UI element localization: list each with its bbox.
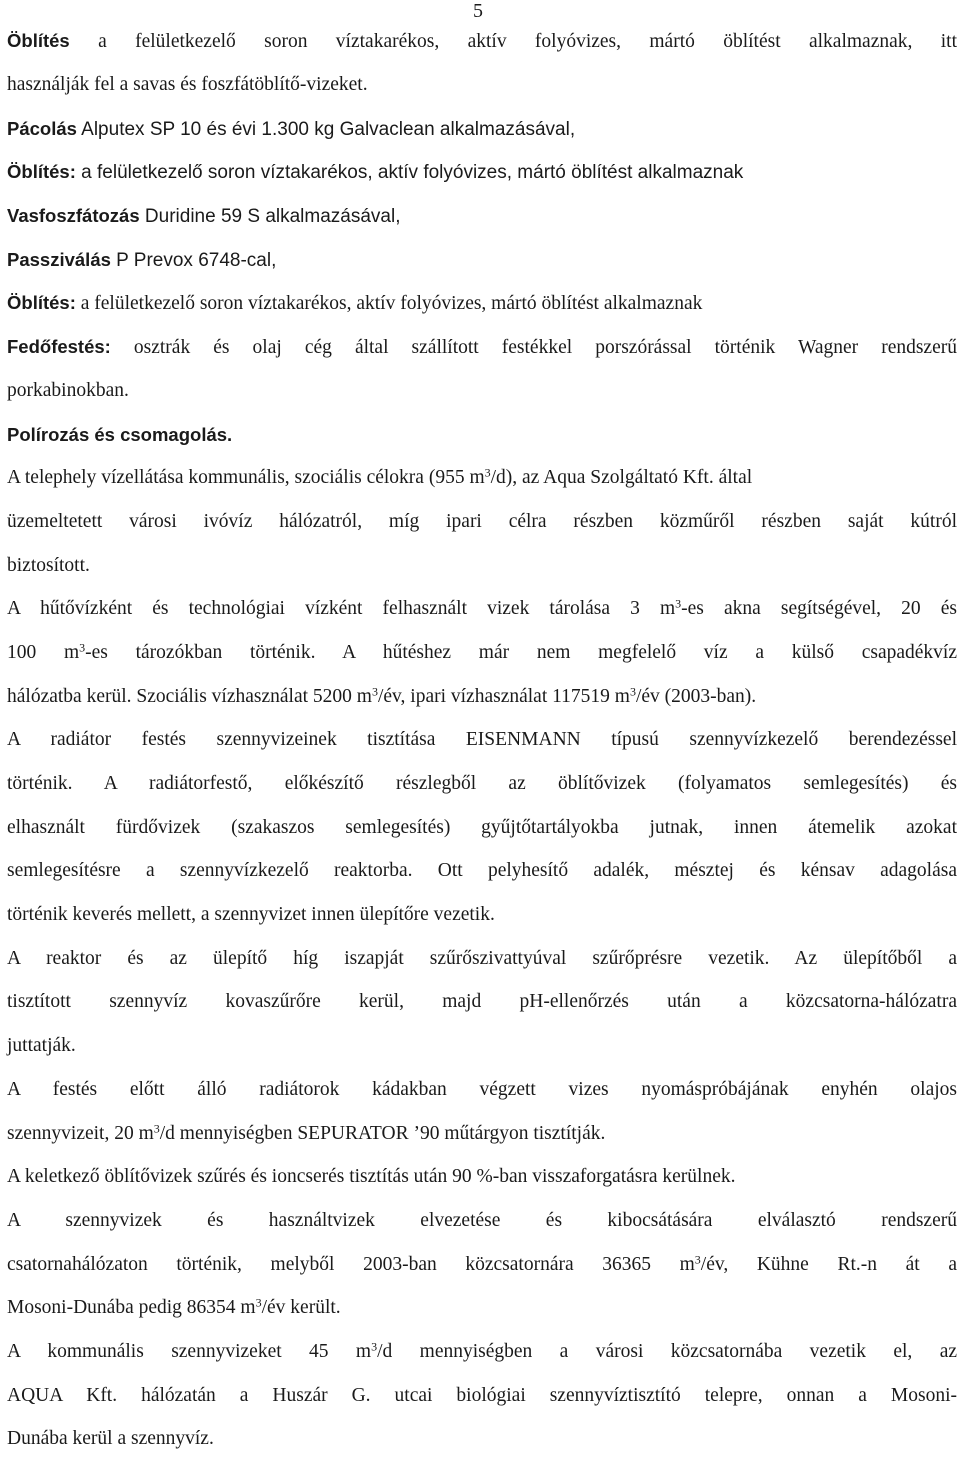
- text-line: [7, 1286, 957, 1330]
- text-line: [7, 194, 957, 238]
- bold-term: Fedőfestés:: [7, 336, 111, 358]
- text-run: szennyvizeit, 20 m: [7, 1122, 154, 1144]
- text-line: [7, 413, 957, 457]
- text-run: /d mennyiségben a városi közcsatornába vezetik el, az: [377, 1340, 957, 1362]
- superscript: 3: [255, 1295, 262, 1310]
- text-run: A keletkező öblítővizek szűrés és ioncserés tisztítás után 90 %-ban visszaforgatásra kerülnek.: [7, 1166, 736, 1188]
- text-run: Dunába kerül a szennyvíz.: [7, 1428, 214, 1450]
- text-run: használják fel a savas és foszfátöblítő-vizeket.: [7, 74, 368, 95]
- superscript: 3: [79, 640, 86, 655]
- text-line: [7, 980, 957, 1024]
- superscript: 3: [153, 1120, 160, 1135]
- text-run: a felületkezelő soron víztakarékos, aktív folyóvizes, mártó öblítést alkalmaznak, itt: [69, 31, 957, 52]
- bold-term: Öblítés:: [7, 292, 76, 314]
- page-number: 5: [473, 0, 483, 22]
- text-run: Mosoni-Dunába pedig 86354 m: [7, 1297, 256, 1319]
- text-run: /év került.: [261, 1297, 341, 1319]
- text-run: Duridine 59 S alkalmazásával,: [139, 206, 401, 228]
- text-run: hálózatba kerül. Szociális vízhasználat 5200 m: [7, 685, 372, 707]
- text-run: történik keverés mellett, a szennyvizet innen ülepítőre vezetik.: [7, 904, 495, 926]
- text-run: /d mennyiségben SEPURATOR ’90 műtárgyon tisztítják.: [159, 1122, 606, 1144]
- superscript: 3: [484, 465, 491, 480]
- text-line: [7, 718, 957, 762]
- text-run: tisztított szennyvíz kovaszűrőre kerül, majd pH-ellenőrzés után a közcsatorna-hálózatra: [7, 991, 957, 1013]
- text-run: elhasznált fürdővizek (szakaszos semlegesítés) gyűjtőtartályokba jutnak, innen átemelik azokat: [7, 816, 957, 838]
- text-line: [7, 893, 957, 937]
- superscript: 3: [675, 596, 682, 611]
- bold-term: Vasfoszfátozás: [7, 205, 140, 227]
- superscript: 3: [694, 1251, 701, 1266]
- text-line: [7, 1330, 957, 1374]
- text-line: [7, 806, 957, 850]
- text-line: [7, 63, 957, 107]
- text-run: A festés előtt álló radiátorok kádakban végzett vizes nyomáspróbájának enyhén olajos: [7, 1078, 957, 1100]
- superscript: 3: [629, 684, 636, 699]
- bold-term: Öblítés:: [7, 161, 76, 183]
- text-run: A reaktor és az ülepítő híg iszapját szűrőszivattyúval szűrőprésre vezetik. Az ülepítőből a: [7, 947, 957, 969]
- text-run: A radiátor festés szennyvizeinek tisztítása EISENMANN típusú szennyvízkezelő berendezéssel: [7, 729, 957, 751]
- bold-term: Pácolás: [7, 117, 77, 139]
- text-run: semlegesítésre a szennyvízkezelő reaktorba. Ott pelyhesítő adalék, mésztej és kénsav adagolása: [7, 860, 957, 882]
- text-run: A hűtővízként és technológiai vízként felhasznált vizek tárolása 3 m: [7, 598, 676, 620]
- superscript: 3: [371, 1339, 378, 1354]
- text-line: [7, 238, 957, 282]
- text-line: [7, 500, 957, 544]
- text-line: [7, 1112, 957, 1156]
- text-run: a felületkezelő soron víztakarékos, aktív folyóvizes, mártó öblítést alkalmaznak: [75, 162, 744, 184]
- text-line: [7, 369, 957, 413]
- text-run: juttatják.: [7, 1035, 76, 1057]
- text-line: [7, 1024, 957, 1068]
- text-line: [7, 150, 957, 194]
- text-run: a felületkezelő soron víztakarékos, aktív folyóvizes, mártó öblítést alkalmaznak: [75, 293, 703, 315]
- text-run: AQUA Kft. hálózatán a Huszár G. utcai biológiai szennyvíztisztító telepre, onnan a Mosoni-: [7, 1384, 957, 1406]
- text-run: /év, Kühne Rt.-n át a: [700, 1253, 957, 1275]
- text-run: Alputex SP 10 és évi 1.300 kg Galvaclean alkalmazásával,: [76, 118, 576, 140]
- bold-term: Öblítés: [7, 30, 70, 51]
- bold-term: Passziválás: [7, 248, 111, 270]
- text-run: A szennyvizek és használtvizek elvezetése és kibocsátására elválasztó rendszerű: [7, 1209, 957, 1231]
- text-line: [7, 1243, 957, 1287]
- text-run: A telephely vízellátása kommunális, szociális célokra (955 m: [7, 467, 485, 489]
- text-line: [7, 937, 957, 981]
- text-line: [7, 26, 957, 63]
- text-line: [7, 849, 957, 893]
- text-line: [7, 281, 957, 325]
- text-run: osztrák és olaj cég által szállított festékkel porszórással történik Wagner rendszerű: [110, 337, 957, 359]
- text-run: /év, ipari vízhasználat 117519 m: [377, 685, 630, 707]
- bold-term: Polírozás és csomagolás.: [7, 423, 233, 445]
- document-body: [7, 26, 957, 1461]
- text-run: A kommunális szennyvizeket 45 m: [7, 1340, 372, 1362]
- text-line: [7, 587, 957, 631]
- text-line: [7, 762, 957, 806]
- superscript: 3: [371, 684, 378, 699]
- text-line: [7, 1199, 957, 1243]
- text-line: [7, 544, 957, 588]
- text-line: [7, 325, 957, 369]
- text-line: [7, 675, 957, 719]
- text-run: üzemeltetett városi ivóvíz hálózatról, míg ipari célra részben közműről részben saját kútról: [7, 510, 957, 532]
- text-run: P Prevox 6748-cal,: [110, 249, 277, 271]
- text-run: csatornahálózaton történik, melyből 2003-ban közcsatornára 36365 m: [7, 1253, 695, 1275]
- text-line: [7, 1068, 957, 1112]
- text-run: porkabinokban.: [7, 379, 129, 401]
- text-line: [7, 1417, 957, 1461]
- text-run: -es akna segítségével, 20 és: [681, 598, 957, 620]
- text-run: /év (2003-ban).: [635, 685, 757, 707]
- text-run: történik. A radiátorfestő, előkészítő részlegből az öblítővizek (folyamatos semlegesítés) és: [7, 773, 957, 794]
- text-run: biztosított.: [7, 554, 90, 576]
- text-run: /d), az Aqua Szolgáltató Kft. által: [490, 467, 753, 489]
- text-line: [7, 107, 957, 151]
- text-line: [7, 456, 957, 500]
- text-line: [7, 1374, 957, 1418]
- text-line: [7, 631, 957, 675]
- text-line: [7, 1155, 957, 1199]
- text-run: -es tározókban történik. A hűtéshez már nem megfelelő víz a külső csapadékvíz: [85, 641, 957, 663]
- text-run: 100 m: [7, 641, 80, 663]
